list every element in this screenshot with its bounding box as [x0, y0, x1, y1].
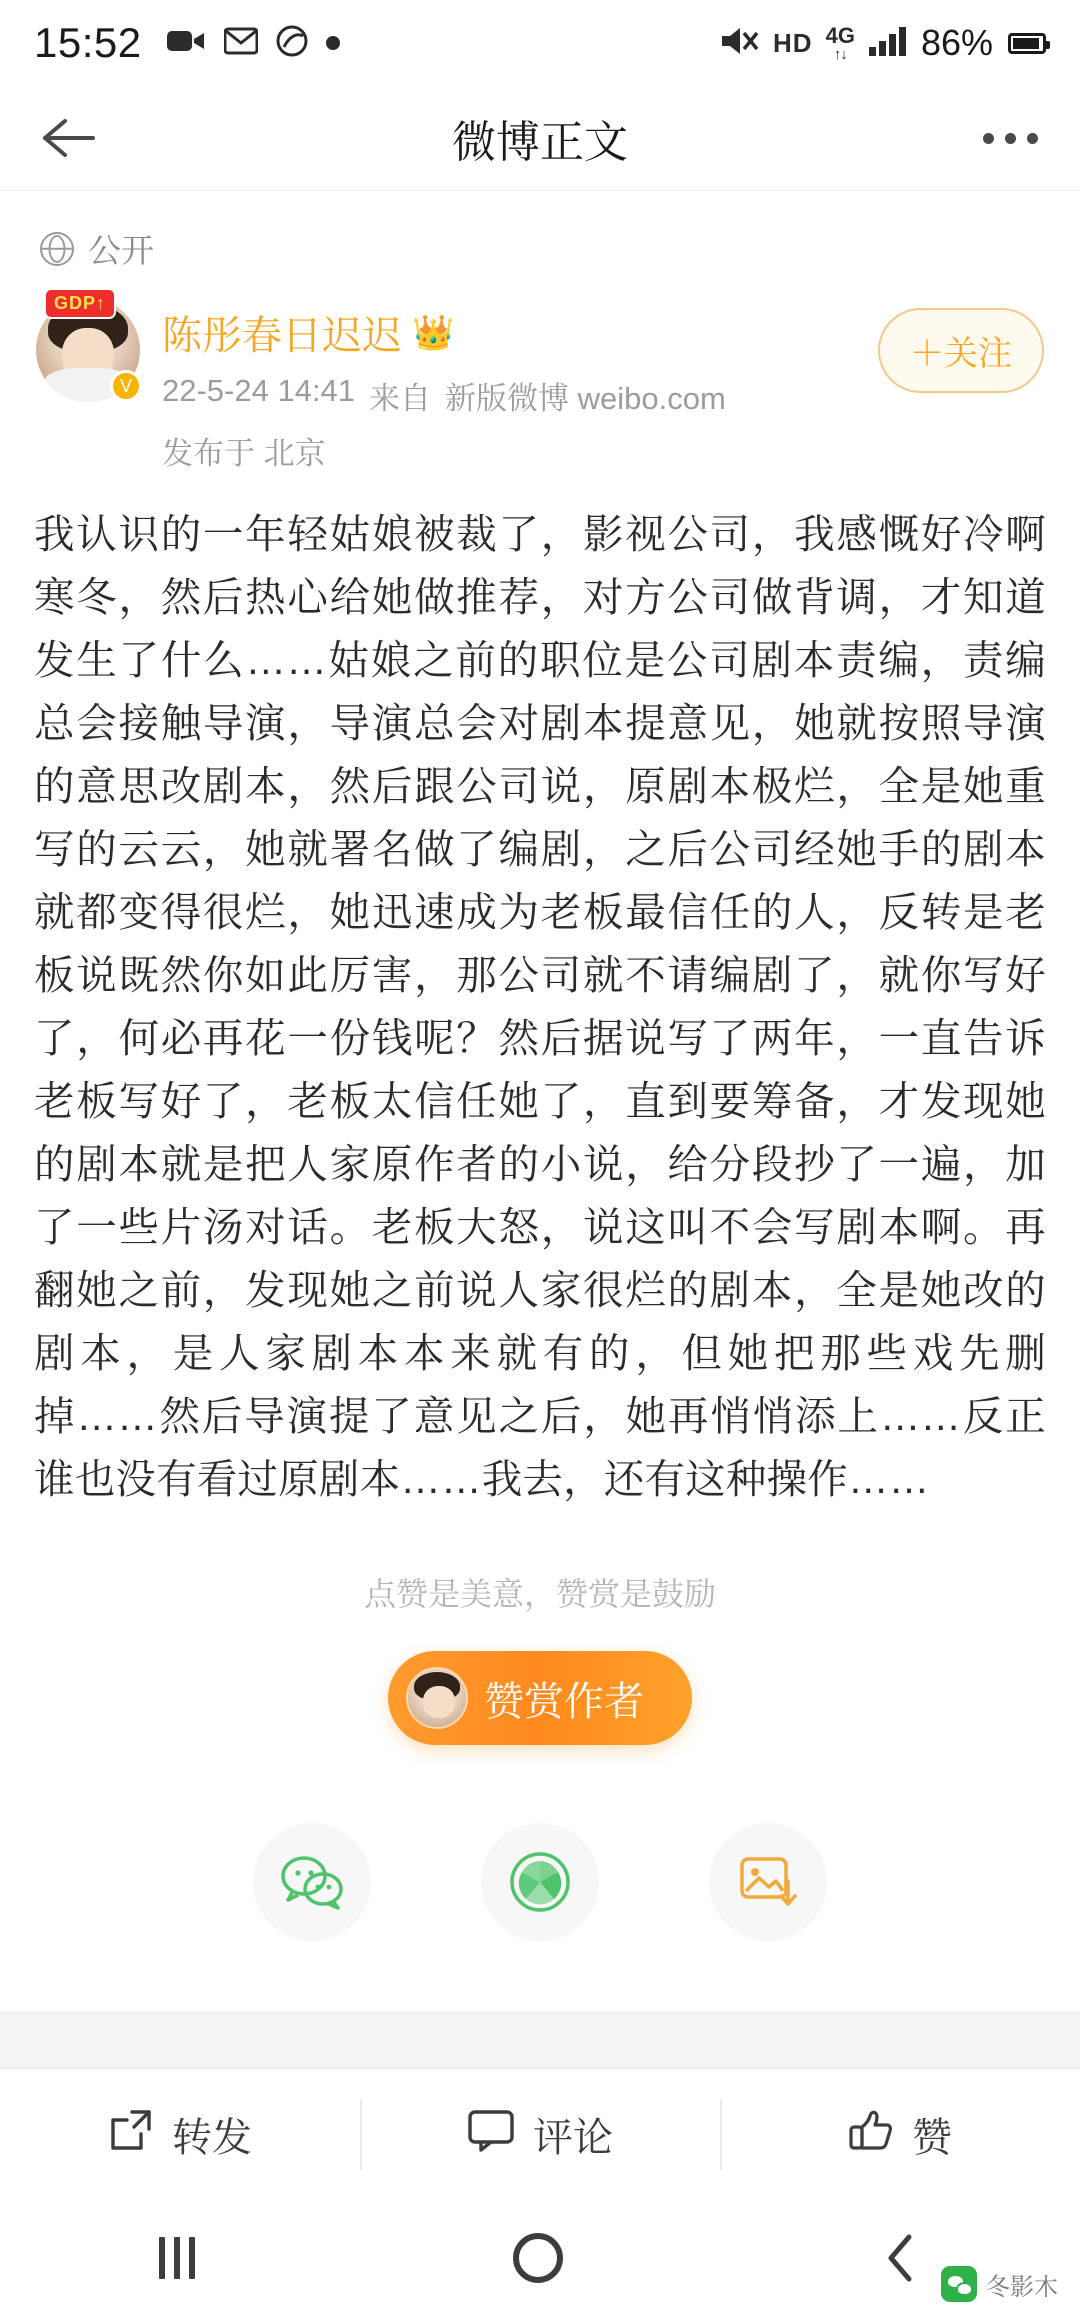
like-button[interactable]: [720, 2069, 1080, 2200]
repost-button[interactable]: [0, 2069, 360, 2200]
crown-icon: 👑: [412, 313, 455, 352]
page-title: 微博正文: [452, 118, 628, 167]
wechat-share-icon[interactable]: [253, 1823, 371, 1941]
comment-label: 评论: [533, 2116, 613, 2160]
status-notification-icons: [166, 25, 340, 62]
status-time: 15:52: [34, 19, 142, 66]
video-camera-icon: [166, 27, 206, 60]
mute-icon: [718, 24, 760, 63]
recent-apps-icon[interactable]: [159, 2237, 195, 2279]
repost-label: 转发: [172, 2116, 252, 2160]
author-name[interactable]: 陈彤春日迟迟: [162, 314, 402, 358]
post-region: 发布于 北京: [162, 436, 326, 471]
post-source-prefix: 来自: [369, 381, 432, 416]
watermark-text: 冬影木: [986, 2273, 1058, 2301]
like-label: 赞: [912, 2116, 952, 2160]
post-text: 我认识的一年轻姑娘被裁了，影视公司，我感慨好冷啊寒冬，然后热心给她做推荐，对方公司做背调，才知道发生了什么……姑娘之前的职位是公司剧本责编，责编总会接触导演，导演总会对剧本提意见，她就按照导演的意思改剧本，然后跟公司说，原剧本极烂，全是她重写的云云，她就署名做了编剧，之后公司经她手的剧本就都变得很烂，她迅速成为老板最信任的人，反转是老板说既然你如此厉害，那公司就不请编剧了，就你写好了，何必再花一份钱呢？然后据说写了两年，一直告诉老板写好了，老板太信任她了，直到要筹备，才发现她的剧本就是把人家原作者的小说，给分段抄了一遍，加了一些片汤对话。老板大怒，说这叫不会写剧本啊。再翻她之前，发现她之前说人家很烂的剧本，全是她改的剧本，是人家剧本本来就有的，但她把那些戏先删掉……然后导演提了意见之后，她再悄悄添上……反正谁也没有看过原剧本……我去，还有这种操作……: [34, 511, 1046, 1502]
visibility-row: [0, 191, 1080, 292]
visibility-label: 公开: [88, 232, 154, 269]
gmail-icon: [224, 27, 258, 60]
avatar[interactable]: [36, 293, 140, 402]
post-detail-content: [0, 191, 1080, 2068]
comment-icon: [467, 2108, 515, 2162]
more-options-icon[interactable]: [977, 123, 1044, 154]
dot-icon: [326, 36, 340, 50]
watermark: [941, 2266, 1058, 2302]
post-meta: [162, 373, 878, 418]
author-info: [162, 298, 878, 473]
follow-button[interactable]: ＋关注: [878, 308, 1044, 393]
browser-icon: [276, 25, 308, 62]
hd-indicator: HD: [773, 27, 813, 58]
share-row: [0, 1823, 1080, 1941]
verified-badge: V: [110, 370, 142, 402]
reward-button-wrap: [0, 1651, 1080, 1745]
author-row: [0, 292, 1080, 473]
network-type-indicator: 4G ↑↓: [825, 22, 855, 63]
wechat-moments-share-icon[interactable]: [481, 1823, 599, 1941]
nav-back-icon[interactable]: [881, 2232, 921, 2284]
status-system-icons: [718, 22, 1046, 64]
repost-icon: [108, 2107, 154, 2163]
battery-percent: 86%: [920, 22, 993, 63]
battery-icon: [1008, 33, 1046, 54]
reward-button-label: 赞赏作者: [484, 1679, 644, 1724]
status-bar: [0, 0, 1080, 86]
avatar-badge: GDP↑: [44, 288, 116, 319]
home-icon[interactable]: [513, 2233, 563, 2283]
reward-tip: 点赞是美意，赞赏是鼓励: [363, 1576, 716, 1612]
reward-avatar-icon: [406, 1667, 468, 1729]
globe-icon: [40, 232, 74, 266]
content-spacer: [0, 2011, 1080, 2068]
back-arrow-icon[interactable]: [36, 106, 100, 170]
post-source[interactable]: 新版微博 weibo.com: [445, 381, 726, 416]
title-bar: [0, 86, 1080, 191]
wechat-logo-icon: [941, 2266, 977, 2302]
action-bar: [0, 2068, 1080, 2200]
reward-author-button[interactable]: [388, 1651, 692, 1745]
system-nav-bar: [0, 2200, 1080, 2316]
signal-bars-icon: [868, 25, 908, 62]
comment-button[interactable]: [360, 2069, 720, 2200]
post-timestamp: 22-5-24 14:41: [162, 373, 356, 408]
like-icon: [848, 2107, 894, 2163]
save-image-icon[interactable]: [709, 1823, 827, 1941]
